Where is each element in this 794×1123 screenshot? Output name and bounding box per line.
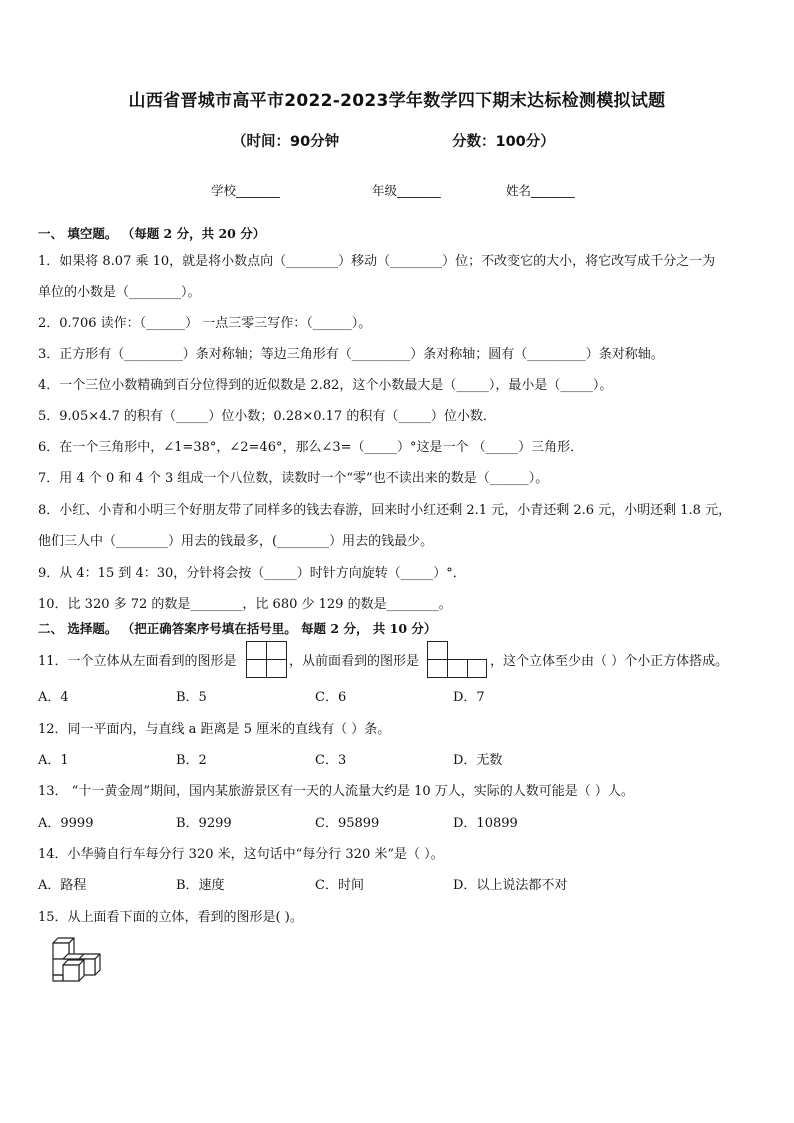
q13-option-a[interactable]: A．9999 — [38, 816, 94, 831]
q12-option-d[interactable]: D．无数 — [453, 753, 503, 768]
question-12: 12．同一平面内，与直线 a 距离是 5 厘米的直线有（ ）条。 — [38, 722, 391, 737]
exam-time: （时间：90分钟 — [232, 134, 340, 150]
section-1-heading: 一、 填空题。 （每题 2 分，共 20 分） — [38, 226, 266, 241]
question-3: 3．正方形有（_________）条对称轴；等边三角形有（_________）条对称轴；圆有（_________）条对称轴。 — [38, 347, 664, 362]
question-4: 4．一个三位小数精确到百分位得到的近似数是 2.82，这个小数最大是（_____），最小是（_____）。 — [38, 378, 613, 393]
question-14: 14．小华骑自行车每分行 320 米，这句话中“每分行 320 米”是（ ）。 — [38, 847, 444, 862]
question-11-text-2: ，从前面看到的图形是 — [289, 654, 420, 669]
exam-score: 分数：100分） — [452, 134, 555, 150]
cube-stack-figure — [50, 935, 114, 987]
q12-option-c[interactable]: C．3 — [315, 753, 347, 768]
question-15: 15．从上面看下面的立体，看到的图形是( )。 — [38, 910, 303, 925]
question-9: 9．从 4：15 到 4：30，分针将会按（_____）时针方向旋转（_____）°． — [38, 566, 466, 581]
q12-option-b[interactable]: B．2 — [176, 753, 207, 768]
q13-option-c[interactable]: C．95899 — [315, 816, 380, 831]
q11-option-b[interactable]: B．5 — [176, 690, 207, 705]
q11-option-d[interactable]: D．7 — [453, 690, 485, 705]
q11-option-c[interactable]: C．6 — [315, 690, 347, 705]
q14-option-d[interactable]: D．以上说法都不对 — [453, 878, 568, 893]
name-field: 姓名_______ — [506, 183, 575, 198]
question-8-line-2: 他们三人中（________）用去的钱最多，(________）用去的钱最少。 — [38, 534, 434, 549]
question-1-line-2: 单位的小数是（________）。 — [38, 285, 201, 300]
question-6: 6．在一个三角形中，∠1=38°，∠2=46°，那么∠3=（_____）°这是一个 （_____）三角形． — [38, 440, 584, 455]
question-13: 13． “十一黄金周”期间，国内某旅游景区有一天的人流量大约是 10 万人，实际的人数可能是（ ）人。 — [38, 784, 634, 799]
question-1-line-1: 1．如果将 8.07 乘 10，就是将小数点向（________）移动（________）位；不改变它的大小，将它改写成千分之一为 — [38, 254, 716, 269]
question-8-line-1: 8．小红、小青和小明三个好朋友带了同样多的钱去春游，回来时小红还剩 2.1 元，小青还剩 2.6 元，小明还剩 1.8 元， — [38, 503, 732, 518]
q11-option-a[interactable]: A．4 — [38, 690, 69, 705]
q14-option-c[interactable]: C．时间 — [315, 878, 364, 893]
question-11-text-1: 11．一个立体从左面看到的图形是 — [38, 654, 237, 669]
grade-field: 年级_______ — [372, 183, 441, 198]
question-5: 5．9.05×4.7 的积有（_____）位小数；0.28×0.17 的积有（_____）位小数． — [38, 409, 496, 424]
page-title: 山西省晋城市高平市2022-2023学年数学四下期末达标检测模拟试题 — [128, 91, 666, 111]
question-2: 2．0.706 读作：（______） 一点三零三写作：（______）。 — [38, 316, 372, 331]
question-11-text-3: ，这个立体至少由（ ）个小正方体搭成。 — [490, 654, 729, 669]
q13-option-d[interactable]: D．10899 — [453, 816, 518, 831]
left-view-figure — [246, 641, 286, 679]
front-view-figure — [427, 641, 487, 679]
question-7: 7．用 4 个 0 和 4 个 3 组成一个八位数，读数时一个“零”也不读出来的数是（______）。 — [38, 471, 549, 486]
q12-option-a[interactable]: A．1 — [38, 753, 69, 768]
q14-option-b[interactable]: B．速度 — [176, 878, 225, 893]
q14-option-a[interactable]: A．路程 — [38, 878, 87, 893]
q13-option-b[interactable]: B．9299 — [176, 816, 232, 831]
section-2-heading: 二、 选择题。 （把正确答案序号填在括号里。 每题 2 分， 共 10 分） — [38, 621, 437, 636]
question-10: 10．比 320 多 72 的数是________，比 680 少 129 的数是________。 — [38, 597, 452, 612]
school-field: 学校_______ — [211, 183, 280, 198]
